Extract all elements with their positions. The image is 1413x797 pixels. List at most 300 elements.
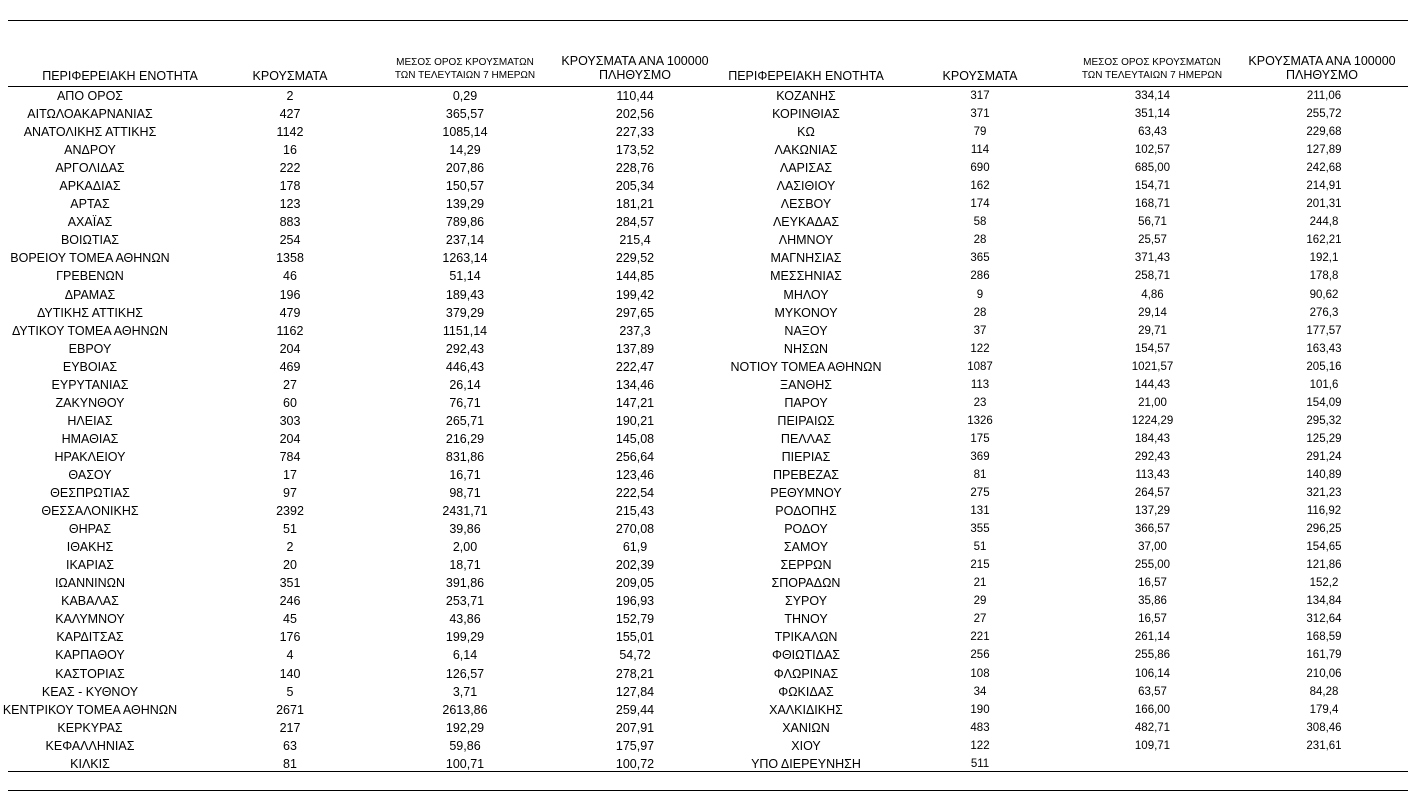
left-cases-cell: 479 [279,305,301,320]
header-per100k-right [1232,54,1412,82]
left-avg7-cell: 2613,86 [442,702,488,717]
table-row [0,719,1413,737]
right-per100k-cell: 168,59 [1306,631,1342,644]
left-region-cell: ΔΥΤΙΚΗΣ ΑΤΤΙΚΗΣ [37,305,143,320]
left-cases-cell: 4 [286,648,294,663]
header-avg-right-line1: ΜΕΣΟΣ ΟΡΟΣ ΚΡΟΥΣΜΑΤΩΝ [1083,57,1221,68]
left-per100k-cell: 207,91 [615,720,655,735]
header-cases-right: ΚΡΟΥΣΜΑΤΑ [942,69,1018,83]
left-per100k-cell: 229,52 [615,251,655,266]
left-region-cell: ΑΡΚΑΔΙΑΣ [59,179,121,194]
bottom-rule [8,771,1408,772]
right-per100k-cell: 291,24 [1306,450,1342,463]
right-cases-cell: 355 [970,523,990,536]
right-per100k-cell: 90,62 [1309,288,1339,301]
left-region-cell: ΚΕΑΣ - ΚΥΘΝΟΥ [41,684,139,699]
left-region-cell: ΑΧΑΪΑΣ [67,215,113,230]
left-avg7-cell: 253,71 [445,594,485,609]
header-avg-right-line2: ΤΩΝ ΤΕΛΕΥΤΑΙΩΝ 7 ΗΜΕΡΩΝ [1081,70,1223,81]
right-cases-cell: 113 [970,378,990,391]
left-avg7-cell: 292,43 [445,341,485,356]
left-cases-cell: 140 [279,666,301,681]
right-avg7-cell: 4,86 [1141,288,1164,301]
left-region-cell: ΔΡΑΜΑΣ [64,287,116,302]
table-row [0,358,1413,376]
table-row [0,665,1413,683]
left-avg7-cell: 6,14 [452,648,478,663]
header-per100k-right-line1: ΚΡΟΥΣΜΑΤΑ ΑΝΑ 100000 [1248,54,1396,68]
right-per100k-cell: 140,89 [1306,468,1342,481]
left-region-cell: ΖΑΚΥΝΘΟΥ [55,395,125,410]
right-avg7-cell: 261,14 [1134,631,1171,644]
right-avg7-cell: 137,29 [1134,505,1171,518]
right-region-cell: ΞΑΝΘΗΣ [780,377,832,392]
right-cases-cell: 114 [970,144,990,157]
table-row [0,683,1413,701]
left-per100k-cell: 196,93 [615,594,655,609]
right-avg7-cell: 184,43 [1134,432,1171,445]
right-cases-cell: 256 [970,649,990,662]
table-row [0,213,1413,231]
table-row [0,610,1413,628]
left-per100k-cell: 181,21 [615,197,655,212]
footer-rule [8,790,1408,791]
right-cases-cell: 79 [973,126,987,139]
header-avg-left [375,56,555,82]
left-cases-cell: 16 [283,143,297,158]
left-cases-cell: 2671 [276,702,304,717]
right-avg7-cell: 25,57 [1138,234,1167,247]
header-per100k-right-line2: ΠΛΗΘΥΣΜΟ [1286,68,1358,82]
header-cases-left: ΚΡΟΥΣΜΑΤΑ [252,69,328,83]
right-avg7-cell: 166,00 [1134,703,1171,716]
left-avg7-cell: 446,43 [445,359,485,374]
right-cases-cell: 175 [970,432,990,445]
right-avg7-cell: 63,43 [1138,126,1167,139]
header-region-right: ΠΕΡΙΦΕΡΕΙΑΚΗ ΕΝΟΤΗΤΑ [728,69,884,83]
left-region-cell: ΑΡΤΑΣ [70,197,110,212]
right-cases-cell: 369 [970,450,990,463]
right-avg7-cell: 255,86 [1134,649,1171,662]
right-cases-cell: 317 [970,90,990,102]
right-avg7-cell: 1224,29 [1131,414,1174,427]
right-per100k-cell: 178,8 [1309,270,1339,283]
left-per100k-cell: 237,3 [619,323,651,338]
right-cases-cell: 483 [970,721,990,734]
right-per100k-cell: 121,86 [1306,559,1342,572]
right-region-cell: ΡΟΔΟΥ [784,522,828,537]
left-per100k-cell: 100,72 [615,756,655,771]
table-row [0,412,1413,430]
left-cases-cell: 178 [279,179,301,194]
left-cases-cell: 176 [279,630,301,645]
right-cases-cell: 28 [973,234,987,247]
table-row [0,646,1413,664]
right-per100k-cell: 154,65 [1306,541,1342,554]
right-region-cell: ΥΠΟ ΔΙΕΡΕΥΝΗΣΗ [751,756,861,771]
left-region-cell: ΒΟΡΕΙΟΥ ΤΟΜΕΑ ΑΘΗΝΩΝ [10,251,170,266]
left-region-cell: ΕΥΒΟΙΑΣ [62,359,118,374]
left-cases-cell: 2 [286,540,294,555]
right-avg7-cell: 35,86 [1138,595,1167,608]
table-row [0,701,1413,719]
left-region-cell: ΕΥΡΥΤΑΝΙΑΣ [51,377,129,392]
right-cases-cell: 174 [970,198,990,211]
left-cases-cell: 1162 [276,323,304,338]
left-per100k-cell: 152,79 [615,612,655,627]
right-region-cell: ΛΗΜΝΟΥ [778,233,834,248]
right-cases-cell: 81 [973,468,987,481]
left-cases-cell: 27 [283,377,297,392]
left-cases-cell: 351 [279,576,301,591]
right-avg7-cell: 56,71 [1138,216,1167,229]
left-region-cell: ΚΑΡΔΙΤΣΑΣ [56,630,124,645]
left-per100k-cell: 209,05 [615,576,655,591]
right-cases-cell: 23 [973,396,987,409]
right-region-cell: ΦΛΩΡΙΝΑΣ [773,666,839,681]
right-region-cell: ΚΟΖΑΝΗΣ [776,89,836,103]
right-avg7-cell: 685,00 [1134,162,1171,175]
right-avg7-cell: 106,14 [1134,667,1171,680]
left-avg7-cell: 76,71 [449,395,481,410]
right-region-cell: ΜΗΛΟΥ [783,287,829,302]
table-body [0,87,1413,773]
right-avg7-cell: 255,00 [1134,559,1171,572]
right-region-cell: ΠΕΛΛΑΣ [780,431,832,446]
table-row [0,502,1413,520]
table-row [0,592,1413,610]
table-row [0,267,1413,285]
right-cases-cell: 286 [970,270,990,283]
right-region-cell: ΛΕΣΒΟΥ [780,197,832,212]
right-avg7-cell: 482,71 [1134,721,1171,734]
left-avg7-cell: 192,29 [445,720,485,735]
right-per100k-cell: 84,28 [1309,685,1339,698]
right-per100k-cell: 205,16 [1306,360,1342,373]
left-avg7-cell: 98,71 [449,486,481,501]
right-cases-cell: 1087 [967,360,993,373]
right-per100k-cell: 242,68 [1306,162,1342,175]
left-avg7-cell: 379,29 [445,305,485,320]
left-cases-cell: 204 [279,341,301,356]
right-per100k-cell: 211,06 [1306,90,1342,102]
left-cases-cell: 5 [286,684,294,699]
left-cases-cell: 204 [279,431,301,446]
right-per100k-cell: 231,61 [1306,739,1342,752]
table-row [0,628,1413,646]
left-per100k-cell: 155,01 [615,630,655,645]
left-avg7-cell: 59,86 [449,738,481,753]
left-region-cell: ΗΛΕΙΑΣ [67,413,113,428]
left-cases-cell: 20 [283,558,297,573]
left-cases-cell: 81 [283,756,297,771]
right-avg7-cell: 102,57 [1134,144,1171,157]
left-region-cell: ΑΡΓΟΛΙΔΑΣ [55,161,125,176]
right-cases-cell: 58 [973,216,987,229]
left-avg7-cell: 18,71 [449,558,481,573]
left-avg7-cell: 39,86 [449,522,481,537]
right-per100k-cell: 244,8 [1309,216,1339,229]
right-avg7-cell: 16,57 [1138,577,1167,590]
left-region-cell: ΘΗΡΑΣ [68,522,112,537]
right-region-cell: ΤΡΙΚΑΛΩΝ [774,630,838,645]
left-per100k-cell: 144,85 [615,269,655,284]
top-rule [8,20,1408,21]
left-avg7-cell: 199,29 [445,630,485,645]
header-per100k-left-line2: ΠΛΗΘΥΣΜΟ [599,68,671,82]
right-avg7-cell: 1021,57 [1131,360,1174,373]
left-cases-cell: 51 [283,522,297,537]
right-region-cell: ΝΟΤΙΟΥ ΤΟΜΕΑ ΑΘΗΝΩΝ [730,359,882,374]
right-per100k-cell: 210,06 [1306,667,1342,680]
left-avg7-cell: 51,14 [449,269,481,284]
table-row [0,231,1413,249]
right-region-cell: ΛΑΣΙΘΙΟΥ [776,179,836,194]
header-avg-left-line1: ΜΕΣΟΣ ΟΡΟΣ ΚΡΟΥΣΜΑΤΩΝ [396,57,534,68]
left-per100k-cell: 202,39 [615,558,655,573]
right-region-cell: ΚΩ [797,125,815,140]
left-avg7-cell: 189,43 [445,287,485,302]
right-region-cell: ΛΕΥΚΑΔΑΣ [772,215,840,230]
right-region-cell: ΜΑΓΝΗΣΙΑΣ [770,251,842,266]
right-per100k-cell: 255,72 [1306,108,1342,121]
left-cases-cell: 246 [279,594,301,609]
left-region-cell: ΘΕΣΠΡΩΤΙΑΣ [50,486,130,501]
table-row [0,195,1413,213]
table-row [0,376,1413,394]
left-cases-cell: 222 [279,161,301,176]
right-avg7-cell: 113,43 [1135,468,1170,481]
right-cases-cell: 131 [970,505,990,518]
left-region-cell: ΑΠΟ ΟΡΟΣ [56,89,124,103]
left-avg7-cell: 789,86 [445,215,485,230]
right-avg7-cell: 154,71 [1134,180,1171,193]
table-row [0,123,1413,141]
table-row [0,141,1413,159]
right-per100k-cell: 127,89 [1306,144,1342,157]
right-region-cell: ΦΩΚΙΔΑΣ [778,684,834,699]
left-cases-cell: 2 [286,89,294,103]
left-per100k-cell: 54,72 [619,648,651,663]
right-per100k-cell: 125,29 [1306,432,1342,445]
left-avg7-cell: 207,86 [445,161,485,176]
left-per100k-cell: 284,57 [615,215,655,230]
right-cases-cell: 162 [970,180,990,193]
right-per100k-cell: 312,64 [1306,613,1342,626]
left-cases-cell: 217 [279,720,301,735]
header-per100k-left-line1: ΚΡΟΥΣΜΑΤΑ ΑΝΑ 100000 [561,54,709,68]
right-per100k-cell: 321,23 [1306,487,1342,500]
left-cases-cell: 883 [279,215,301,230]
right-region-cell: ΡΟΔΟΠΗΣ [775,504,837,519]
left-cases-cell: 97 [283,486,297,501]
table-row [0,520,1413,538]
right-cases-cell: 51 [973,541,987,554]
right-region-cell: ΛΑΚΩΝΙΑΣ [774,143,838,158]
right-cases-cell: 122 [970,739,990,752]
left-avg7-cell: 237,14 [445,233,485,248]
table-row [0,394,1413,412]
table-row [0,322,1413,340]
table-row [0,304,1413,322]
left-avg7-cell: 16,71 [449,467,481,482]
right-avg7-cell: 334,14 [1134,90,1171,102]
right-region-cell: ΛΑΡΙΣΑΣ [779,161,833,176]
left-per100k-cell: 127,84 [615,684,655,699]
table-row [0,286,1413,304]
left-region-cell: ΚΕΝΤΡΙΚΟΥ ΤΟΜΕΑ ΑΘΗΝΩΝ [2,702,178,717]
table-row [0,737,1413,755]
left-per100k-cell: 137,89 [615,341,655,356]
table-row [0,538,1413,556]
left-cases-cell: 2392 [276,504,304,519]
left-region-cell: ΘΕΣΣΑΛΟΝΙΚΗΣ [41,504,139,519]
right-region-cell: ΚΟΡΙΝΘΙΑΣ [772,107,840,122]
left-avg7-cell: 2431,71 [442,504,488,519]
left-region-cell: ΗΡΑΚΛΕΙΟΥ [54,449,126,464]
left-cases-cell: 1142 [276,125,304,140]
right-region-cell: ΧΑΛΚΙΔΙΚΗΣ [769,702,843,717]
right-cases-cell: 27 [973,613,987,626]
left-per100k-cell: 134,46 [615,377,655,392]
right-region-cell: ΠΕΙΡΑΙΩΣ [777,413,835,428]
right-region-cell: ΧΑΝΙΩΝ [782,720,830,735]
left-per100k-cell: 227,33 [615,125,655,140]
table-row [0,340,1413,358]
right-avg7-cell: 29,14 [1138,306,1167,319]
left-avg7-cell: 3,71 [452,684,478,699]
left-per100k-cell: 222,47 [615,359,655,374]
right-per100k-cell: 134,84 [1306,595,1342,608]
right-avg7-cell: 109,71 [1134,739,1171,752]
left-per100k-cell: 205,34 [615,179,655,194]
right-cases-cell: 215 [970,559,990,572]
right-avg7-cell: 366,57 [1134,523,1171,536]
right-per100k-cell: 163,43 [1306,342,1342,355]
table-row [0,484,1413,502]
right-avg7-cell: 16,57 [1138,613,1167,626]
right-cases-cell: 275 [970,487,990,500]
left-avg7-cell: 139,29 [445,197,485,212]
left-per100k-cell: 173,52 [615,143,655,158]
left-region-cell: ΒΟΙΩΤΙΑΣ [60,233,120,248]
right-avg7-cell: 351,14 [1134,108,1171,121]
right-region-cell: ΜΕΣΣΗΝΙΑΣ [770,269,842,284]
right-region-cell: ΦΘΙΩΤΙΔΑΣ [771,648,841,663]
right-region-cell: ΣΑΜΟΥ [783,540,829,555]
left-avg7-cell: 216,29 [445,431,485,446]
header-avg-right [1062,56,1242,82]
right-avg7-cell: 63,57 [1138,685,1167,698]
right-region-cell: ΣΠΟΡΑΔΩΝ [771,576,841,591]
left-avg7-cell: 365,57 [445,107,485,122]
left-region-cell: ΑΝΔΡΟΥ [64,143,116,158]
right-per100k-cell: 214,91 [1306,180,1342,193]
left-region-cell: ΚΑΒΑΛΑΣ [61,594,119,609]
left-avg7-cell: 0,29 [452,89,478,103]
left-per100k-cell: 123,46 [615,467,655,482]
left-region-cell: ΑΙΤΩΛΟΑΚΑΡΝΑΝΙΑΣ [27,107,153,122]
left-per100k-cell: 215,43 [615,504,655,519]
right-cases-cell: 690 [970,162,990,175]
left-avg7-cell: 2,00 [452,540,478,555]
left-cases-cell: 63 [283,738,297,753]
right-cases-cell: 21 [973,577,987,590]
table-row [0,177,1413,195]
left-per100k-cell: 61,9 [622,540,648,555]
right-cases-cell: 9 [976,288,984,301]
left-per100k-cell: 297,65 [615,305,655,320]
left-avg7-cell: 126,57 [445,666,485,681]
table-row [0,249,1413,267]
left-avg7-cell: 1151,14 [442,323,488,338]
right-avg7-cell: 37,00 [1138,541,1167,554]
left-avg7-cell: 100,71 [445,756,485,771]
table-row [0,556,1413,574]
left-region-cell: ΙΩΑΝΝΙΝΩΝ [54,576,126,591]
table-row [0,466,1413,484]
left-avg7-cell: 26,14 [449,377,481,392]
left-region-cell: ΙΚΑΡΙΑΣ [65,558,115,573]
right-per100k-cell: 152,2 [1309,577,1339,590]
left-cases-cell: 17 [283,467,297,482]
left-cases-cell: 196 [279,287,301,302]
right-cases-cell: 28 [973,306,987,319]
right-cases-cell: 190 [970,703,990,716]
left-avg7-cell: 14,29 [449,143,481,158]
left-per100k-cell: 199,42 [615,287,655,302]
right-cases-cell: 1326 [967,414,993,427]
right-per100k-cell: 179,4 [1309,703,1339,716]
left-per100k-cell: 228,76 [615,161,655,176]
right-region-cell: ΝΑΞΟΥ [784,323,828,338]
left-per100k-cell: 222,54 [615,486,655,501]
left-region-cell: ΘΑΣΟΥ [68,467,112,482]
right-cases-cell: 108 [970,667,990,680]
left-per100k-cell: 215,4 [619,233,651,248]
left-cases-cell: 123 [279,197,301,212]
left-region-cell: ΚΕΦΑΛΛΗΝΙΑΣ [45,738,135,753]
right-per100k-cell: 201,31 [1306,198,1342,211]
right-per100k-cell: 101,6 [1309,378,1339,391]
left-per100k-cell: 175,97 [615,738,655,753]
right-per100k-cell: 192,1 [1309,252,1339,265]
right-cases-cell: 122 [970,342,990,355]
right-avg7-cell: 29,71 [1138,324,1167,337]
right-per100k-cell: 154,09 [1306,396,1342,409]
right-region-cell: ΠΑΡΟΥ [784,395,828,410]
right-cases-cell: 371 [970,108,990,121]
right-region-cell: ΝΗΣΩΝ [783,341,829,356]
right-avg7-cell: 144,43 [1134,378,1171,391]
table-row [0,105,1413,123]
right-avg7-cell: 292,43 [1134,450,1171,463]
right-avg7-cell: 168,71 [1134,198,1171,211]
header-region-left: ΠΕΡΙΦΕΡΕΙΑΚΗ ΕΝΟΤΗΤΑ [42,69,198,83]
right-avg7-cell: 264,57 [1134,487,1171,500]
left-region-cell: ΚΑΛΥΜΝΟΥ [55,612,125,627]
left-cases-cell: 45 [283,612,297,627]
left-cases-cell: 427 [279,107,301,122]
right-avg7-cell: 371,43 [1134,252,1171,265]
right-region-cell: ΠΙΕΡΙΑΣ [781,449,831,464]
left-avg7-cell: 265,71 [445,413,485,428]
left-avg7-cell: 150,57 [445,179,485,194]
left-cases-cell: 46 [283,269,297,284]
right-avg7-cell: 154,57 [1134,342,1171,355]
left-region-cell: ΔΥΤΙΚΟΥ ΤΟΜΕΑ ΑΘΗΝΩΝ [11,323,169,338]
left-per100k-cell: 110,44 [616,89,654,103]
